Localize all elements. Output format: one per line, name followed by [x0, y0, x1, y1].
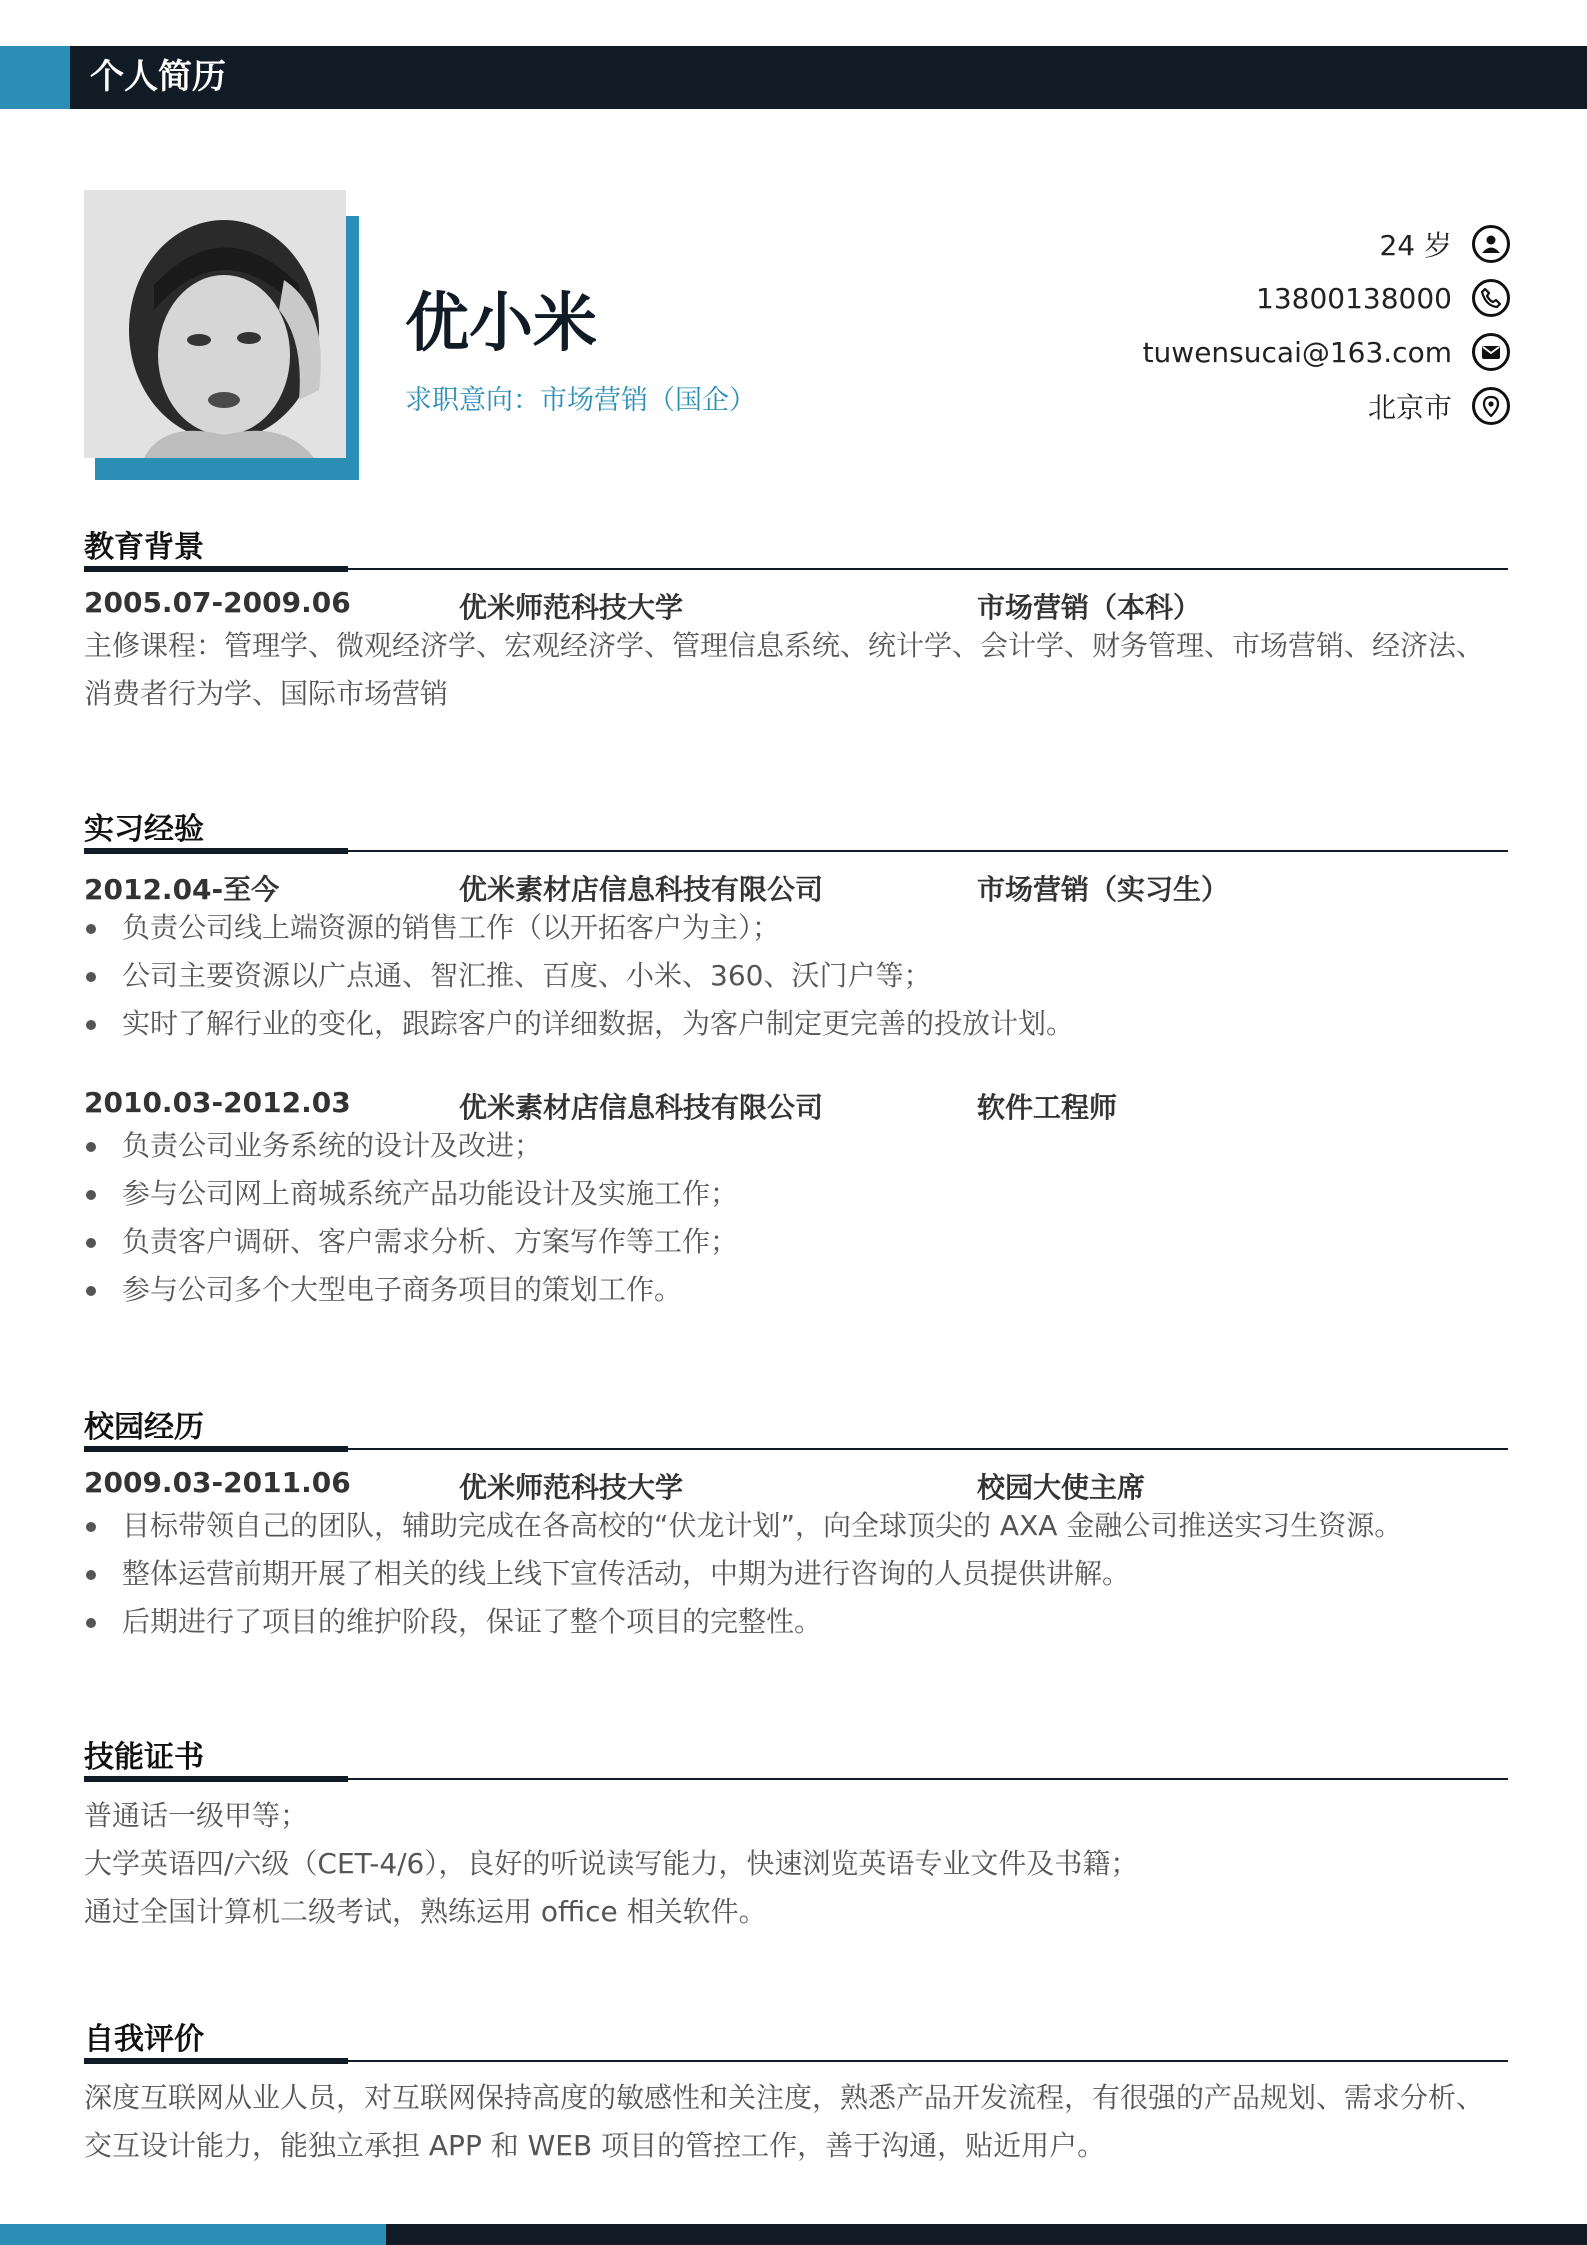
list-item: 负责公司线上端资源的销售工作（以开拓客户为主）；	[84, 904, 1508, 952]
section-divider-accent	[84, 1776, 348, 1782]
phone-icon	[1472, 279, 1510, 317]
section-divider-accent	[84, 848, 348, 854]
self-evaluation-text: 深度互联网从业人员，对互联网保持高度的敏感性和关注度，熟悉产品开发流程，有很强的产品规划、需求分析、交互设计能力，能独立承担 APP 和 WEB 项目的管控工作，善于沟通，贴近用户。	[84, 2081, 1485, 2162]
header-bar	[0, 46, 1587, 109]
list-item: 公司主要资源以广点通、智汇推、百度、小米、360、沃门户等；	[84, 952, 1508, 1000]
candidate-name: 优小米	[405, 287, 597, 361]
section-title: 校园经历	[84, 1410, 204, 1445]
list-item: 负责公司业务系统的设计及改进；	[84, 1122, 1508, 1170]
entry-date: 2009.03-2011.06	[84, 1466, 351, 1499]
section-self-evaluation	[84, 2008, 1508, 2170]
contact-email	[1143, 325, 1510, 379]
list-item: 整体运营前期开展了相关的线上线下宣传活动，中期为进行咨询的人员提供讲解。	[84, 1550, 1508, 1598]
entry-role: 软件工程师	[977, 1091, 1118, 1124]
list-item: 实时了解行业的变化，跟踪客户的详细数据，为客户制定更完善的投放计划。	[84, 1000, 1508, 1048]
mail-icon	[1472, 333, 1510, 371]
contact-age	[1143, 217, 1510, 271]
skill-line: 普通话一级甲等；	[84, 1799, 309, 1832]
list-item: 参与公司多个大型电子商务项目的策划工作。	[84, 1266, 1508, 1314]
education-entry	[84, 574, 1508, 622]
phone-text[interactable]: 13800138000	[1256, 281, 1452, 315]
section-header	[84, 798, 1508, 856]
entry-role: 校园大使主席	[977, 1471, 1146, 1504]
entry-role: 市场营销（实习生）	[977, 873, 1230, 906]
entry-date: 2005.07-2009.06	[84, 586, 351, 619]
section-title: 技能证书	[84, 1740, 204, 1775]
entry-school: 优米师范科技大学	[459, 591, 684, 624]
section-header	[84, 1396, 1508, 1454]
job-duties	[84, 1122, 1508, 1314]
job-intent: 求职意向：市场营销（国企）	[405, 385, 756, 416]
location-icon	[1472, 387, 1510, 425]
footer-bar	[0, 2224, 1587, 2245]
job-entry	[84, 1074, 1508, 1122]
list-item: 负责客户调研、客户需求分析、方案写作等工作；	[84, 1218, 1508, 1266]
footer-accent	[0, 2224, 386, 2245]
section-divider-accent	[84, 1446, 348, 1452]
skill-line: 大学英语四/六级（CET-4/6），良好的听说读写能力，快速浏览英语专业文件及书籍；	[84, 1847, 1139, 1880]
page-title: 个人简历	[90, 57, 226, 97]
entry-major: 市场营销（本科）	[977, 591, 1202, 624]
section-header	[84, 1726, 1508, 1784]
job-duties	[84, 904, 1508, 1048]
courses-text: 主修课程：管理学、微观经济学、宏观经济学、管理信息系统、统计学、会计学、财务管理、市场营销、经济法、消费者行为学、国际市场营销	[84, 629, 1485, 710]
section-title: 教育背景	[84, 530, 204, 565]
section-internship	[84, 798, 1508, 1314]
section-education	[84, 516, 1508, 718]
entry-school: 优米师范科技大学	[459, 1471, 684, 1504]
entry-date: 2012.04-至今	[84, 873, 280, 906]
section-header	[84, 516, 1508, 574]
section-campus	[84, 1396, 1508, 1646]
contact-location	[1143, 379, 1510, 433]
person-icon	[1472, 225, 1510, 263]
section-skills	[84, 1726, 1508, 1936]
job-entry	[84, 856, 1508, 904]
section-title: 自我评价	[84, 2022, 204, 2057]
section-divider-accent	[84, 2058, 348, 2064]
entry-company: 优米素材店信息科技有限公司	[459, 873, 824, 906]
profile-photo	[84, 190, 346, 458]
list-item: 后期进行了项目的维护阶段，保证了整个项目的完整性。	[84, 1598, 1508, 1646]
contact-list	[1143, 217, 1510, 433]
skill-line: 通过全国计算机二级考试，熟练运用 office 相关软件。	[84, 1895, 767, 1928]
age-text: 24 岁	[1379, 229, 1452, 262]
section-title: 实习经验	[84, 812, 204, 847]
list-item: 参与公司网上商城系统产品功能设计及实施工作；	[84, 1170, 1508, 1218]
list-item: 目标带领自己的团队，辅助完成在各高校的“伏龙计划”，向全球顶尖的 AXA 金融公司推送实习生资源。	[84, 1502, 1508, 1550]
contact-phone	[1143, 271, 1510, 325]
email-text[interactable]: tuwensucai@163.com	[1142, 335, 1452, 369]
section-header	[84, 2008, 1508, 2066]
campus-activities	[84, 1502, 1508, 1646]
header-accent	[0, 46, 70, 109]
entry-date: 2010.03-2012.03	[84, 1086, 351, 1119]
entry-company: 优米素材店信息科技有限公司	[459, 1091, 824, 1124]
section-divider-accent	[84, 566, 348, 572]
campus-entry	[84, 1454, 1508, 1502]
location-text: 北京市	[1367, 391, 1452, 424]
